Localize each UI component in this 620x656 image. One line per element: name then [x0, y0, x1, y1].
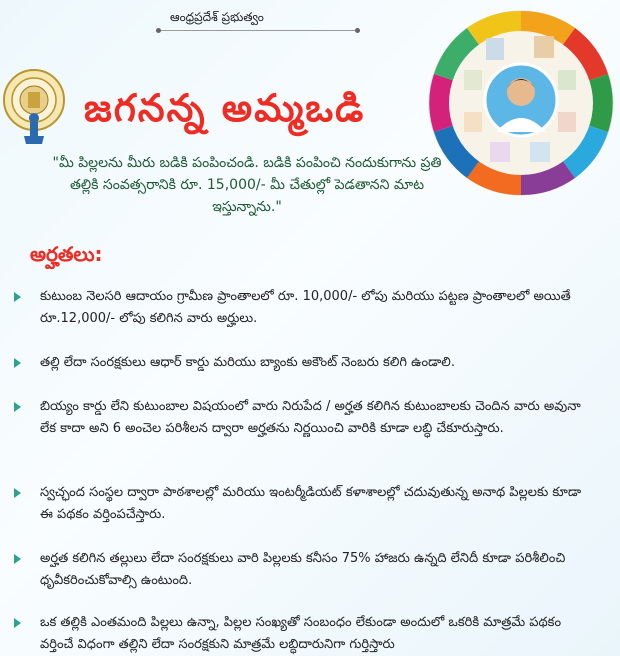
ap-emblem-icon — [2, 66, 66, 146]
list-item-text: కుటుంబ నెలసరి ఆదాయం గ్రామీణ ప్రాంతాలలో రూ. 10,000/- లోపు మరియు పట్టణ ప్రాంతాలలో అయితే రూ.12,000/- లోపు కలిగిన వారు అర్హులు. — [40, 289, 571, 326]
bullet-arrow-icon — [14, 554, 21, 564]
list-item — [14, 286, 594, 330]
bullet-arrow-icon — [14, 292, 21, 302]
eligibility-heading: అర్హతలు: — [30, 242, 103, 266]
list-item — [14, 482, 594, 526]
list-item-text: స్వచ్ఛంద సంస్థల ద్వారా పాఠశాలల్లో మరియు ఇంటర్మీడియట్ కళాశాలల్లో చదువుతున్న అనాథ పిల్లలకు కూడా ఈ పథకం వర్తింపచేస్తారు. — [40, 485, 582, 522]
list-item — [14, 612, 594, 656]
list-item — [14, 548, 594, 592]
list-item — [14, 352, 455, 374]
list-item-text: బియ్యం కార్డు లేని కుటుంబాల విషయంలో వారు నిరుపేద / అర్హత కలిగిన కుటుంబాలకు చెందిన వారు అవునా లేక కాదా అని 6 అంచెల పరిశీలన ద్వారా అర్హతను నిర్ణయించి వారికి కూడా లబ్ధి చేకూరుస్తారు. — [40, 399, 581, 436]
list-item-text: అర్హత కలిగిన తల్లులు లేదా సంరక్షకులు వారి పిల్లలకు కనీసం 75% హాజరు ఉన్నది లేనిదీ కూడా పరిశీలించి ధృవీకరించుకోవాల్సి ఉంటుంది. — [40, 551, 566, 588]
list-item-text: తల్లి లేదా సంరక్షకులు ఆధార్ కార్డు మరియు బ్యాంకు అకౌంట్ నెంబరు కలిగి ఉండాలి. — [40, 355, 455, 370]
bullet-arrow-icon — [14, 618, 21, 628]
bullet-arrow-icon — [14, 358, 21, 368]
header-underline — [160, 30, 356, 35]
bullet-arrow-icon — [14, 402, 21, 412]
scheme-title: జగనన్న అమ్మఒడి — [84, 86, 366, 130]
list-item-text: ఒక తల్లికి ఎంతమంది పిల్లలు ఉన్నా, పిల్లల సంఖ్యతో సంబంధం లేకుండా అందులో ఒకరికి మాత్రమే పథకం వర్తించే విధంగా తల్లిని లేదా సంరక్షకుని మాత్రమే లబ్ధిదారునిగా గుర్తిస్తారు — [40, 615, 562, 652]
list-item — [14, 396, 594, 440]
government-header: ఆంధ్రప్రదేశ్ ప్రభుత్వం — [170, 10, 264, 24]
schemes-wheel-image — [426, 8, 616, 198]
bullet-arrow-icon — [14, 488, 21, 498]
cm-quote: "మీ పిల్లలను మీరు బడికి పంపించండి. బడికి పంపించి నందుకుగాను ప్రతి తల్లికి సంవత్సరానికి రూ. 15,000/- మీ చేతుల్లో పెడతానని మాట ఇస్తున్నాను." — [52, 155, 442, 215]
